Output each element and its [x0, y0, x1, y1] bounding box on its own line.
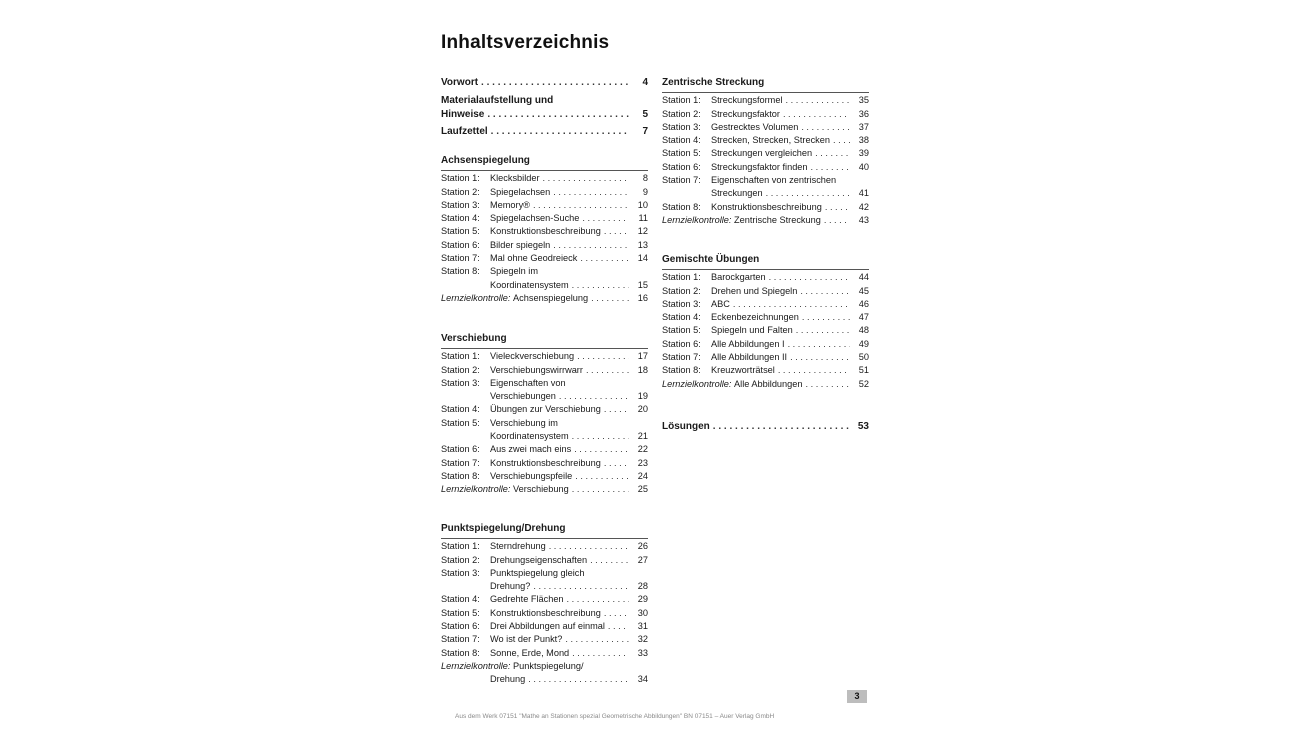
station-label: Station 8: — [662, 365, 701, 376]
leader-dots — [591, 292, 629, 305]
entry-page: 4 — [642, 77, 648, 89]
leader-dots — [572, 647, 629, 660]
toc-entry-continued[interactable] — [441, 580, 648, 593]
station-label: Station 1: — [441, 541, 480, 552]
control-title: Achsenspiegelung — [513, 292, 589, 303]
control-title: Verschiebung — [513, 484, 569, 495]
entry-page: 22 — [637, 444, 648, 455]
station-title: Bilder spiegeln — [490, 239, 551, 250]
station-label: Station 7: — [441, 457, 480, 468]
entry-page: 51 — [858, 365, 869, 376]
leader-dots — [567, 593, 629, 606]
section-divider — [441, 538, 648, 539]
entry-page: 34 — [637, 674, 648, 685]
entry-page: 37 — [858, 121, 869, 132]
entry-page: 21 — [637, 431, 648, 442]
toc-entry[interactable] — [441, 350, 648, 363]
toc-entry[interactable] — [441, 593, 648, 606]
entry-page: 47 — [858, 312, 869, 323]
station-label: Station 4: — [441, 404, 480, 415]
entry-page: 53 — [857, 421, 869, 433]
toc-entry[interactable] — [441, 456, 648, 469]
toc-entry[interactable] — [662, 351, 869, 364]
entry-page: 15 — [637, 279, 648, 290]
station-label: Station 2: — [662, 108, 701, 119]
toc-entry[interactable] — [441, 225, 648, 238]
toc-main-entry[interactable] — [441, 125, 648, 138]
station-label: Station 3: — [441, 567, 480, 578]
leader-dots — [604, 457, 629, 470]
toc-entry[interactable] — [441, 606, 648, 619]
section-entries — [662, 94, 869, 227]
toc-entry-continued[interactable] — [441, 390, 648, 403]
station-title: Spiegelachsen — [490, 186, 551, 197]
entry-page: 10 — [637, 199, 648, 210]
toc-entry[interactable] — [441, 403, 648, 416]
station-label: Station 2: — [441, 554, 480, 565]
section-entries — [441, 350, 648, 496]
station-label: Station 5: — [441, 417, 480, 428]
toc-entry[interactable] — [662, 311, 869, 324]
toc-entry[interactable] — [441, 567, 648, 580]
station-title: Konstruktionsbeschreibung — [490, 607, 601, 618]
station-label: Station 4: — [441, 594, 480, 605]
station-label: Station 8: — [441, 647, 480, 658]
control-label: Lernzielkontrolle: — [441, 660, 511, 671]
leader-dots — [533, 199, 629, 212]
leader-dots — [815, 147, 850, 160]
entry-page: 48 — [858, 325, 869, 336]
toc-entry-continued[interactable] — [662, 187, 869, 200]
station-title: Verschiebungspfeile — [490, 470, 573, 481]
station-title: Strecken, Strecken, Strecken — [711, 135, 830, 146]
entry-page: 41 — [858, 188, 869, 199]
station-title: Übungen zur Verschiebung — [490, 404, 601, 415]
station-title: Spiegelachsen-Suche — [490, 213, 580, 224]
toc-entry[interactable] — [662, 147, 869, 160]
leader-dots — [582, 212, 629, 225]
toc-entry-continued[interactable] — [441, 430, 648, 443]
station-label: Station 6: — [441, 444, 480, 455]
station-title: Verschiebungswirrwarr — [490, 364, 583, 375]
toc-entry[interactable] — [441, 540, 648, 553]
entry-page: 40 — [858, 161, 869, 172]
toc-entry[interactable] — [662, 298, 869, 311]
station-title-cont: Streckungen — [711, 188, 763, 199]
entry-page: 23 — [637, 457, 648, 468]
leader-dots — [572, 279, 629, 292]
station-title: Drehungseigenschaften — [490, 554, 588, 565]
control-label: Lernzielkontrolle: — [662, 214, 732, 225]
station-label: Station 6: — [441, 621, 480, 632]
toc-entry[interactable] — [662, 284, 869, 297]
lernzielkontrolle-entry[interactable] — [441, 292, 648, 305]
station-label: Station 3: — [441, 199, 480, 210]
section-heading: Achsenspiegelung — [441, 155, 530, 166]
leader-dots — [572, 430, 629, 443]
toc-entry[interactable] — [662, 324, 869, 337]
control-title: Alle Abbildungen — [734, 378, 803, 389]
footer-credit: Aus dem Werk 07151 "Mathe an Stationen spezial Geometrische Abbildungen" BN 07151 – Auer Verlag GmbH — [455, 713, 775, 720]
entry-page: 16 — [637, 292, 648, 303]
entry-page: 38 — [858, 135, 869, 146]
entry-title: Lösungen — [662, 421, 710, 433]
entry-page: 14 — [637, 253, 648, 264]
leader-dots — [805, 378, 850, 391]
leader-dots — [801, 121, 850, 134]
station-label: Station 6: — [441, 239, 480, 250]
lernzielkontrolle-entry[interactable] — [441, 660, 648, 673]
station-label: Station 8: — [441, 470, 480, 481]
entry-page: 28 — [637, 581, 648, 592]
toc-entry[interactable] — [441, 416, 648, 429]
station-title: Vieleckverschiebung — [490, 351, 575, 362]
entry-title-line — [441, 125, 648, 138]
leader-dots — [788, 338, 850, 351]
leader-dots — [604, 607, 629, 620]
entry-title: Materialaufstellung und — [441, 95, 554, 107]
entry-page: 49 — [858, 338, 869, 349]
station-label: Station 1: — [662, 272, 701, 283]
station-label: Station 5: — [662, 325, 701, 336]
station-title: Streckungsformel — [711, 95, 783, 106]
toc-entry[interactable] — [441, 172, 648, 185]
leader-dots — [481, 76, 629, 89]
station-label: Station 2: — [441, 364, 480, 375]
leader-dots — [553, 186, 629, 199]
lernzielkontrolle-entry-continued[interactable] — [441, 673, 648, 686]
station-title: Konstruktionsbeschreibung — [490, 226, 601, 237]
leader-dots — [586, 364, 629, 377]
section-entries — [662, 271, 869, 391]
toc-entry[interactable] — [441, 212, 648, 225]
toc-entry[interactable] — [441, 553, 648, 566]
station-title: Punktspiegelung gleich — [490, 567, 585, 578]
section-divider — [662, 269, 869, 270]
entry-page: 29 — [637, 594, 648, 605]
station-label: Station 8: — [662, 201, 701, 212]
section-heading: Punktspiegelung/Drehung — [441, 523, 566, 534]
station-title: Spiegeln und Falten — [711, 325, 793, 336]
leader-dots — [487, 108, 629, 121]
entry-page: 52 — [858, 378, 869, 389]
toc-entry[interactable] — [662, 134, 869, 147]
leader-dots — [528, 673, 629, 686]
toc-entry[interactable] — [441, 199, 648, 212]
leader-dots — [590, 554, 629, 567]
leader-dots — [543, 172, 629, 185]
entry-page: 25 — [637, 484, 648, 495]
control-title: Zentrische Streckung — [734, 214, 821, 225]
toc-entry[interactable] — [662, 337, 869, 350]
section-entries — [441, 540, 648, 686]
entry-page: 39 — [858, 148, 869, 159]
leader-dots — [824, 214, 850, 227]
station-title: Sterndrehung — [490, 541, 546, 552]
toc-entry[interactable] — [662, 200, 869, 213]
station-label: Station 6: — [662, 161, 701, 172]
leader-dots — [580, 252, 629, 265]
entry-title: Hinweise — [441, 108, 485, 120]
entry-page: 44 — [858, 272, 869, 283]
entry-title-line — [441, 107, 648, 120]
leader-dots — [604, 403, 629, 416]
leader-dots — [553, 239, 629, 252]
station-title: Eckenbezeichnungen — [711, 312, 799, 323]
station-label: Station 3: — [662, 121, 701, 132]
entry-title-line — [662, 420, 869, 433]
toc-main-entry[interactable] — [662, 420, 869, 433]
toc-entry[interactable] — [662, 94, 869, 107]
toc-entry[interactable] — [662, 160, 869, 173]
toc-entry[interactable] — [441, 620, 648, 633]
section-heading: Verschiebung — [441, 333, 507, 344]
station-label: Station 5: — [662, 148, 701, 159]
leader-dots — [802, 311, 850, 324]
entry-page: 12 — [637, 226, 648, 237]
leader-dots — [491, 125, 629, 138]
leader-dots — [783, 108, 850, 121]
toc-entry[interactable] — [662, 121, 869, 134]
entry-title: Laufzettel — [441, 126, 488, 138]
station-title: Memory® — [490, 199, 530, 210]
station-label: Station 4: — [662, 135, 701, 146]
leader-dots — [533, 580, 629, 593]
station-title: Verschiebung im — [490, 417, 558, 428]
leader-dots — [769, 271, 850, 284]
station-title: Streckungsfaktor — [711, 108, 780, 119]
toc-entry[interactable] — [441, 363, 648, 376]
toc-entry[interactable] — [441, 185, 648, 198]
toc-main-entry[interactable] — [441, 94, 648, 121]
leader-dots — [574, 443, 629, 456]
station-label: Station 7: — [662, 352, 701, 363]
station-title-cont: Koordinatensystem — [490, 431, 569, 442]
leader-dots — [778, 364, 850, 377]
entry-page: 9 — [642, 186, 648, 197]
station-title: Klecksbilder — [490, 173, 540, 184]
station-title: Eigenschaften von — [490, 377, 566, 388]
station-label: Station 5: — [441, 607, 480, 618]
station-title: Alle Abbildungen I — [711, 338, 785, 349]
entry-page: 45 — [858, 285, 869, 296]
entry-page: 31 — [637, 621, 648, 632]
toc-entry-continued[interactable] — [441, 278, 648, 291]
toc-entry[interactable] — [441, 470, 648, 483]
leader-dots — [790, 351, 850, 364]
entry-title-line — [441, 94, 648, 107]
entry-page: 11 — [638, 213, 648, 224]
station-title: Alle Abbildungen II — [711, 352, 788, 363]
section-divider — [441, 170, 648, 171]
entry-page: 24 — [637, 470, 648, 481]
entry-page: 13 — [637, 239, 648, 250]
station-label: Station 7: — [441, 253, 480, 264]
leader-dots — [713, 420, 850, 433]
station-label: Station 1: — [441, 173, 480, 184]
station-label: Station 3: — [662, 298, 701, 309]
toc-entry[interactable] — [441, 633, 648, 646]
station-title: Sonne, Erde, Mond — [490, 647, 570, 658]
page-title: Inhaltsverzeichnis — [441, 32, 610, 53]
section-entries — [441, 172, 648, 305]
toc-main-entry[interactable] — [441, 76, 648, 89]
entry-page: 7 — [642, 126, 648, 138]
station-label: Station 7: — [441, 634, 480, 645]
station-title-cont: Verschiebungen — [490, 391, 556, 402]
entry-page: 30 — [637, 607, 648, 618]
station-title: Wo ist der Punkt? — [490, 634, 563, 645]
station-title: Drei Abbildungen auf einmal — [490, 621, 605, 632]
station-title-cont: Koordinatensystem — [490, 279, 569, 290]
toc-entry[interactable] — [441, 265, 648, 278]
entry-page: 32 — [637, 634, 648, 645]
leader-dots — [786, 94, 851, 107]
station-title: Mal ohne Geodreieck — [490, 253, 578, 264]
leader-dots — [796, 324, 850, 337]
station-title: Konstruktionsbeschreibung — [711, 201, 822, 212]
station-title: Barockgarten — [711, 272, 766, 283]
leader-dots — [800, 285, 850, 298]
leader-dots — [833, 134, 850, 147]
station-label: Station 1: — [441, 351, 480, 362]
leader-dots — [766, 187, 850, 200]
section-heading: Gemischte Übungen — [662, 254, 760, 265]
control-label: Lernzielkontrolle: — [441, 292, 511, 303]
control-title: Punktspiegelung/ — [513, 660, 584, 671]
station-label: Station 4: — [662, 312, 701, 323]
section-heading: Zentrische Streckung — [662, 77, 765, 88]
control-label: Lernzielkontrolle: — [662, 378, 732, 389]
entry-page: 35 — [858, 95, 869, 106]
entry-page: 18 — [637, 364, 648, 375]
toc-entry[interactable] — [662, 107, 869, 120]
entry-title: Vorwort — [441, 77, 479, 89]
station-label: Station 2: — [441, 186, 480, 197]
leader-dots — [572, 483, 629, 496]
toc-entry[interactable] — [662, 364, 869, 377]
station-title: Eigenschaften von zentrischen — [711, 175, 837, 186]
leader-dots — [559, 390, 629, 403]
station-label: Station 3: — [441, 377, 480, 388]
leader-dots — [825, 201, 850, 214]
entry-page: 26 — [637, 541, 648, 552]
toc-entry[interactable] — [662, 271, 869, 284]
entry-page: 33 — [637, 647, 648, 658]
control-label: Lernzielkontrolle: — [441, 484, 511, 495]
station-label: Station 6: — [662, 338, 701, 349]
station-title: Gestrecktes Volumen — [711, 121, 799, 132]
lernzielkontrolle-entry[interactable] — [662, 377, 869, 390]
lernzielkontrolle-entry[interactable] — [441, 483, 648, 496]
entry-page: 42 — [858, 201, 869, 212]
leader-dots — [565, 633, 629, 646]
toc-entry[interactable] — [662, 174, 869, 187]
station-label: Station 4: — [441, 213, 480, 224]
entry-page: 27 — [637, 554, 648, 565]
station-label: Station 1: — [662, 95, 701, 106]
toc-entry[interactable] — [441, 238, 648, 251]
control-title-cont: Drehung — [490, 674, 526, 685]
station-title: Aus zwei mach eins — [490, 444, 572, 455]
entry-page: 8 — [642, 173, 648, 184]
section-divider — [662, 92, 869, 93]
entry-page: 17 — [637, 351, 648, 362]
toc-entry[interactable] — [441, 252, 648, 265]
leader-dots — [604, 225, 629, 238]
station-label: Station 5: — [441, 226, 480, 237]
station-label: Station 7: — [662, 175, 701, 186]
lernzielkontrolle-entry[interactable] — [662, 214, 869, 227]
station-title: Streckungsfaktor finden — [711, 161, 808, 172]
leader-dots — [608, 620, 629, 633]
entry-page: 36 — [858, 108, 869, 119]
station-label: Station 8: — [441, 266, 480, 277]
entry-title-line — [441, 76, 648, 89]
entry-page: 5 — [642, 108, 648, 120]
entry-page: 20 — [637, 404, 648, 415]
toc-entry[interactable] — [441, 443, 648, 456]
leader-dots — [811, 161, 850, 174]
leader-dots — [549, 540, 629, 553]
leader-dots — [577, 350, 629, 363]
entry-page: 43 — [858, 214, 869, 225]
station-title: Streckungen vergleichen — [711, 148, 813, 159]
leader-dots — [575, 470, 629, 483]
entry-page: 19 — [637, 391, 648, 402]
station-title: Konstruktionsbeschreibung — [490, 457, 601, 468]
entry-page: 46 — [858, 298, 869, 309]
toc-entry[interactable] — [441, 646, 648, 659]
section-divider — [441, 348, 648, 349]
station-label: Station 2: — [662, 285, 701, 296]
station-title: Kreuzworträtsel — [711, 365, 775, 376]
station-title: Gedrehte Flächen — [490, 594, 564, 605]
station-title-cont: Drehung? — [490, 581, 531, 592]
entry-page: 50 — [858, 352, 869, 363]
station-title: Drehen und Spiegeln — [711, 285, 798, 296]
leader-dots — [733, 298, 850, 311]
toc-entry[interactable] — [441, 377, 648, 390]
page-number: 3 — [847, 690, 867, 703]
station-title: Spiegeln im — [490, 266, 539, 277]
station-title: ABC — [711, 298, 730, 309]
